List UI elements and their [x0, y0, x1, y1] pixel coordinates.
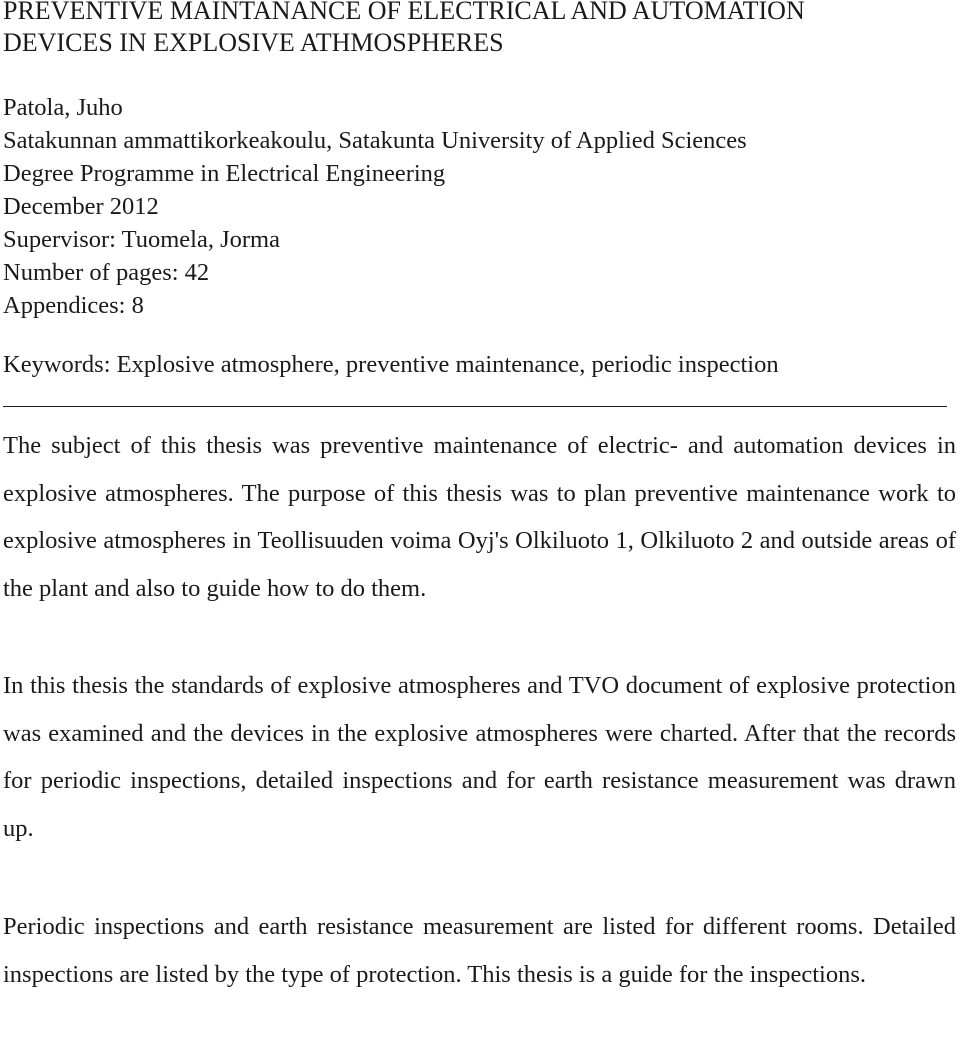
keywords: Keywords: Explosive atmosphere, preventive maintenance, periodic inspection	[3, 351, 779, 378]
thesis-title-line-1: PREVENTIVE MAINTANANCE OF ELECTRICAL AND AUTOMATION	[3, 0, 805, 25]
thesis-title-line-2: DEVICES IN EXPLOSIVE ATHMOSPHERES	[3, 28, 504, 57]
page-count: Number of pages: 42	[3, 259, 210, 286]
institution: Satakunnan ammattikorkeakoulu, Satakunta University of Applied Sciences	[3, 127, 747, 154]
abstract-paragraph-2: In this thesis the standards of explosive atmospheres and TVO document of explosive protection was examined and the devices in the explosive atmospheres were charted. After that the records for periodic inspections, detailed inspections and for earth resistance measurement was drawn up.	[3, 672, 956, 842]
date: December 2012	[3, 193, 159, 220]
abstract-paragraph-3: Periodic inspections and earth resistance measurement are listed for different rooms. Detailed inspections are listed by the type of protection. This thesis is a guide for the inspections.	[3, 913, 956, 988]
abstract-paragraph-1: The subject of this thesis was preventive maintenance of electric- and automation devices in explosive atmospheres. The purpose of this thesis was to plan preventive maintenance work to explosive atmospheres in Teollisuuden voima Oyj's Olkiluoto 1, Olkiluoto 2 and outside areas of the plant and also to guide how to do them.	[3, 432, 956, 602]
thesis-title	[0, 0, 943, 59]
appendices-count: Appendices: 8	[3, 292, 144, 319]
author: Patola, Juho	[3, 94, 123, 121]
divider-line	[3, 406, 947, 407]
supervisor: Supervisor: Tuomela, Jorma	[3, 226, 280, 253]
degree-programme: Degree Programme in Electrical Engineering	[3, 160, 446, 187]
thesis-metadata	[3, 91, 747, 322]
